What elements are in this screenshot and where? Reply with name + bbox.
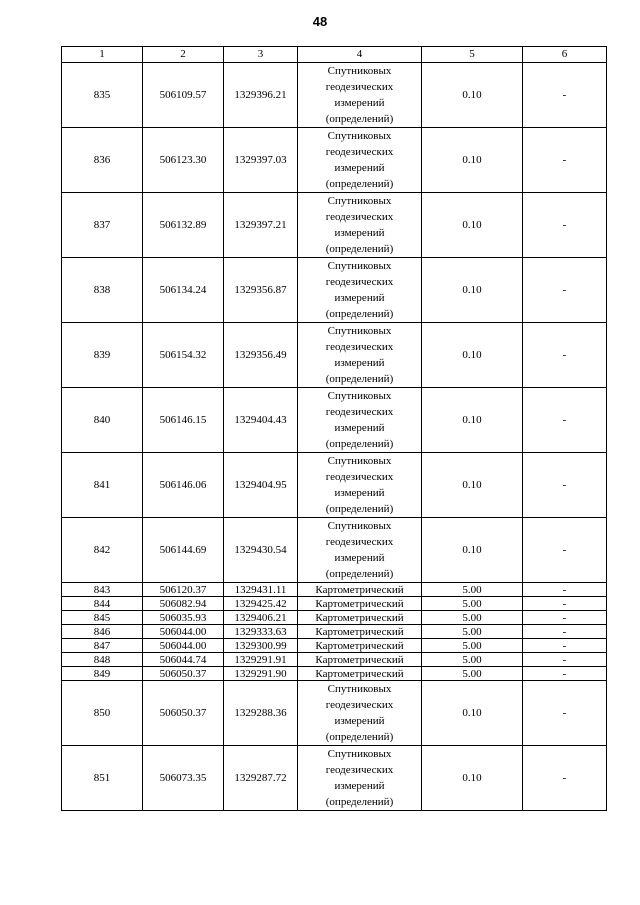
y-coordinate-cell: 1329356.87: [224, 258, 298, 323]
point-number-cell: 841: [62, 453, 143, 518]
point-number-cell: 845: [62, 611, 143, 625]
method-line: измерений: [334, 422, 385, 434]
point-number-cell: 840: [62, 388, 143, 453]
x-coordinate-cell: 506146.06: [143, 453, 224, 518]
note-cell: -: [523, 518, 607, 583]
column-header: 3: [224, 47, 298, 63]
method-line: Картометрический: [315, 625, 404, 638]
column-header: 5: [422, 47, 523, 63]
method-line: (определений): [325, 243, 394, 255]
accuracy-cell: 0.10: [422, 746, 523, 811]
table-row: [62, 597, 607, 611]
note-cell: -: [523, 625, 607, 639]
y-coordinate-cell: 1329431.11: [224, 583, 298, 597]
table-row: [62, 625, 607, 639]
table-row: [62, 193, 607, 258]
method-line: Спутниковых: [327, 260, 392, 272]
accuracy-cell: 0.10: [422, 128, 523, 193]
method-cell: [298, 653, 422, 667]
accuracy-cell: 0.10: [422, 258, 523, 323]
method-line: Спутниковых: [327, 65, 392, 77]
y-coordinate-cell: 1329404.43: [224, 388, 298, 453]
table-row: [62, 388, 607, 453]
method-line: Картометрический: [315, 667, 404, 680]
y-coordinate-cell: 1329430.54: [224, 518, 298, 583]
method-line: измерений: [334, 780, 385, 792]
x-coordinate-cell: 506044.74: [143, 653, 224, 667]
method-line: измерений: [334, 715, 385, 727]
y-coordinate-cell: 1329396.21: [224, 63, 298, 128]
note-cell: -: [523, 653, 607, 667]
method-line: геодезических: [325, 341, 394, 353]
method-line: Спутниковых: [327, 325, 392, 337]
accuracy-cell: 5.00: [422, 611, 523, 625]
method-line: (определений): [325, 373, 394, 385]
method-cell: [298, 388, 422, 453]
method-cell: [298, 63, 422, 128]
point-number-cell: 835: [62, 63, 143, 128]
method-line: Картометрический: [315, 639, 404, 652]
method-line: (определений): [325, 568, 394, 580]
note-cell: -: [523, 583, 607, 597]
method-line: (определений): [325, 178, 394, 190]
method-line: измерений: [334, 227, 385, 239]
note-cell: -: [523, 258, 607, 323]
note-cell: -: [523, 193, 607, 258]
table-row: [62, 128, 607, 193]
column-header: 1: [62, 47, 143, 63]
x-coordinate-cell: 506134.24: [143, 258, 224, 323]
method-cell: [298, 639, 422, 653]
point-number-cell: 842: [62, 518, 143, 583]
note-cell: -: [523, 388, 607, 453]
note-cell: -: [523, 597, 607, 611]
method-cell: [298, 453, 422, 518]
method-cell: [298, 323, 422, 388]
method-line: геодезических: [325, 699, 394, 711]
method-line: Картометрический: [315, 583, 404, 596]
method-line: (определений): [325, 731, 394, 743]
method-line: измерений: [334, 97, 385, 109]
method-cell: [298, 681, 422, 746]
point-number-cell: 847: [62, 639, 143, 653]
point-number-cell: 846: [62, 625, 143, 639]
note-cell: -: [523, 453, 607, 518]
y-coordinate-cell: 1329356.49: [224, 323, 298, 388]
accuracy-cell: 5.00: [422, 639, 523, 653]
x-coordinate-cell: 506035.93: [143, 611, 224, 625]
method-cell: [298, 611, 422, 625]
column-header: 2: [143, 47, 224, 63]
method-line: измерений: [334, 292, 385, 304]
note-cell: -: [523, 681, 607, 746]
method-line: геодезических: [325, 764, 394, 776]
table-row: [62, 323, 607, 388]
y-coordinate-cell: 1329404.95: [224, 453, 298, 518]
method-line: Картометрический: [315, 611, 404, 624]
point-number-cell: 851: [62, 746, 143, 811]
accuracy-cell: 5.00: [422, 667, 523, 681]
method-cell: [298, 625, 422, 639]
x-coordinate-cell: 506120.37: [143, 583, 224, 597]
accuracy-cell: 5.00: [422, 653, 523, 667]
method-line: геодезических: [325, 536, 394, 548]
method-cell: [298, 518, 422, 583]
method-line: Спутниковых: [327, 455, 392, 467]
method-line: Картометрический: [315, 653, 404, 666]
x-coordinate-cell: 506082.94: [143, 597, 224, 611]
table-row: [62, 746, 607, 811]
method-line: Спутниковых: [327, 520, 392, 532]
x-coordinate-cell: 506154.32: [143, 323, 224, 388]
method-line: Спутниковых: [327, 390, 392, 402]
y-coordinate-cell: 1329288.36: [224, 681, 298, 746]
column-header: 4: [298, 47, 422, 63]
method-cell: [298, 746, 422, 811]
accuracy-cell: 0.10: [422, 388, 523, 453]
table-body: [62, 63, 607, 811]
method-line: геодезических: [325, 471, 394, 483]
note-cell: -: [523, 667, 607, 681]
method-line: измерений: [334, 552, 385, 564]
table-row: [62, 681, 607, 746]
x-coordinate-cell: 506123.30: [143, 128, 224, 193]
accuracy-cell: 5.00: [422, 625, 523, 639]
method-line: (определений): [325, 503, 394, 515]
method-line: измерений: [334, 487, 385, 499]
method-line: (определений): [325, 308, 394, 320]
y-coordinate-cell: 1329287.72: [224, 746, 298, 811]
accuracy-cell: 0.10: [422, 193, 523, 258]
table-row: [62, 611, 607, 625]
page-number: 48: [312, 14, 328, 29]
y-coordinate-cell: 1329291.91: [224, 653, 298, 667]
method-line: геодезических: [325, 276, 394, 288]
note-cell: -: [523, 128, 607, 193]
method-line: Спутниковых: [327, 683, 392, 695]
point-number-cell: 836: [62, 128, 143, 193]
table-row: [62, 453, 607, 518]
x-coordinate-cell: 506044.00: [143, 625, 224, 639]
x-coordinate-cell: 506109.57: [143, 63, 224, 128]
column-header: 6: [523, 47, 607, 63]
accuracy-cell: 0.10: [422, 63, 523, 128]
point-number-cell: 848: [62, 653, 143, 667]
point-number-cell: 849: [62, 667, 143, 681]
point-number-cell: 850: [62, 681, 143, 746]
method-cell: [298, 667, 422, 681]
method-line: измерений: [334, 357, 385, 369]
method-line: геодезических: [325, 211, 394, 223]
x-coordinate-cell: 506073.35: [143, 746, 224, 811]
method-cell: [298, 258, 422, 323]
x-coordinate-cell: 506132.89: [143, 193, 224, 258]
table-row: [62, 667, 607, 681]
note-cell: -: [523, 611, 607, 625]
note-cell: -: [523, 746, 607, 811]
accuracy-cell: 5.00: [422, 597, 523, 611]
x-coordinate-cell: 506044.00: [143, 639, 224, 653]
y-coordinate-cell: 1329397.03: [224, 128, 298, 193]
point-number-cell: 837: [62, 193, 143, 258]
accuracy-cell: 0.10: [422, 453, 523, 518]
x-coordinate-cell: 506146.15: [143, 388, 224, 453]
x-coordinate-cell: 506050.37: [143, 667, 224, 681]
coordinates-table: [61, 46, 607, 811]
note-cell: -: [523, 323, 607, 388]
method-cell: [298, 193, 422, 258]
method-line: (определений): [325, 438, 394, 450]
point-number-cell: 843: [62, 583, 143, 597]
table-row: [62, 583, 607, 597]
accuracy-cell: 0.10: [422, 323, 523, 388]
table-row: [62, 63, 607, 128]
table-row: [62, 639, 607, 653]
method-line: (определений): [325, 796, 394, 808]
method-line: геодезических: [325, 81, 394, 93]
method-line: геодезических: [325, 146, 394, 158]
x-coordinate-cell: 506050.37: [143, 681, 224, 746]
method-cell: [298, 128, 422, 193]
note-cell: -: [523, 639, 607, 653]
table-header-row: [62, 47, 607, 63]
y-coordinate-cell: 1329333.63: [224, 625, 298, 639]
method-line: Спутниковых: [327, 130, 392, 142]
method-cell: [298, 597, 422, 611]
method-line: Картометрический: [315, 597, 404, 610]
method-line: Спутниковых: [327, 195, 392, 207]
accuracy-cell: 0.10: [422, 518, 523, 583]
point-number-cell: 839: [62, 323, 143, 388]
accuracy-cell: 5.00: [422, 583, 523, 597]
method-line: (определений): [325, 113, 394, 125]
table-row: [62, 258, 607, 323]
y-coordinate-cell: 1329397.21: [224, 193, 298, 258]
x-coordinate-cell: 506144.69: [143, 518, 224, 583]
table-row: [62, 653, 607, 667]
accuracy-cell: 0.10: [422, 681, 523, 746]
method-line: геодезических: [325, 406, 394, 418]
y-coordinate-cell: 1329406.21: [224, 611, 298, 625]
method-cell: [298, 583, 422, 597]
note-cell: -: [523, 63, 607, 128]
y-coordinate-cell: 1329300.99: [224, 639, 298, 653]
table-row: [62, 518, 607, 583]
method-line: Спутниковых: [327, 748, 392, 760]
point-number-cell: 838: [62, 258, 143, 323]
y-coordinate-cell: 1329425.42: [224, 597, 298, 611]
y-coordinate-cell: 1329291.90: [224, 667, 298, 681]
method-line: измерений: [334, 162, 385, 174]
point-number-cell: 844: [62, 597, 143, 611]
